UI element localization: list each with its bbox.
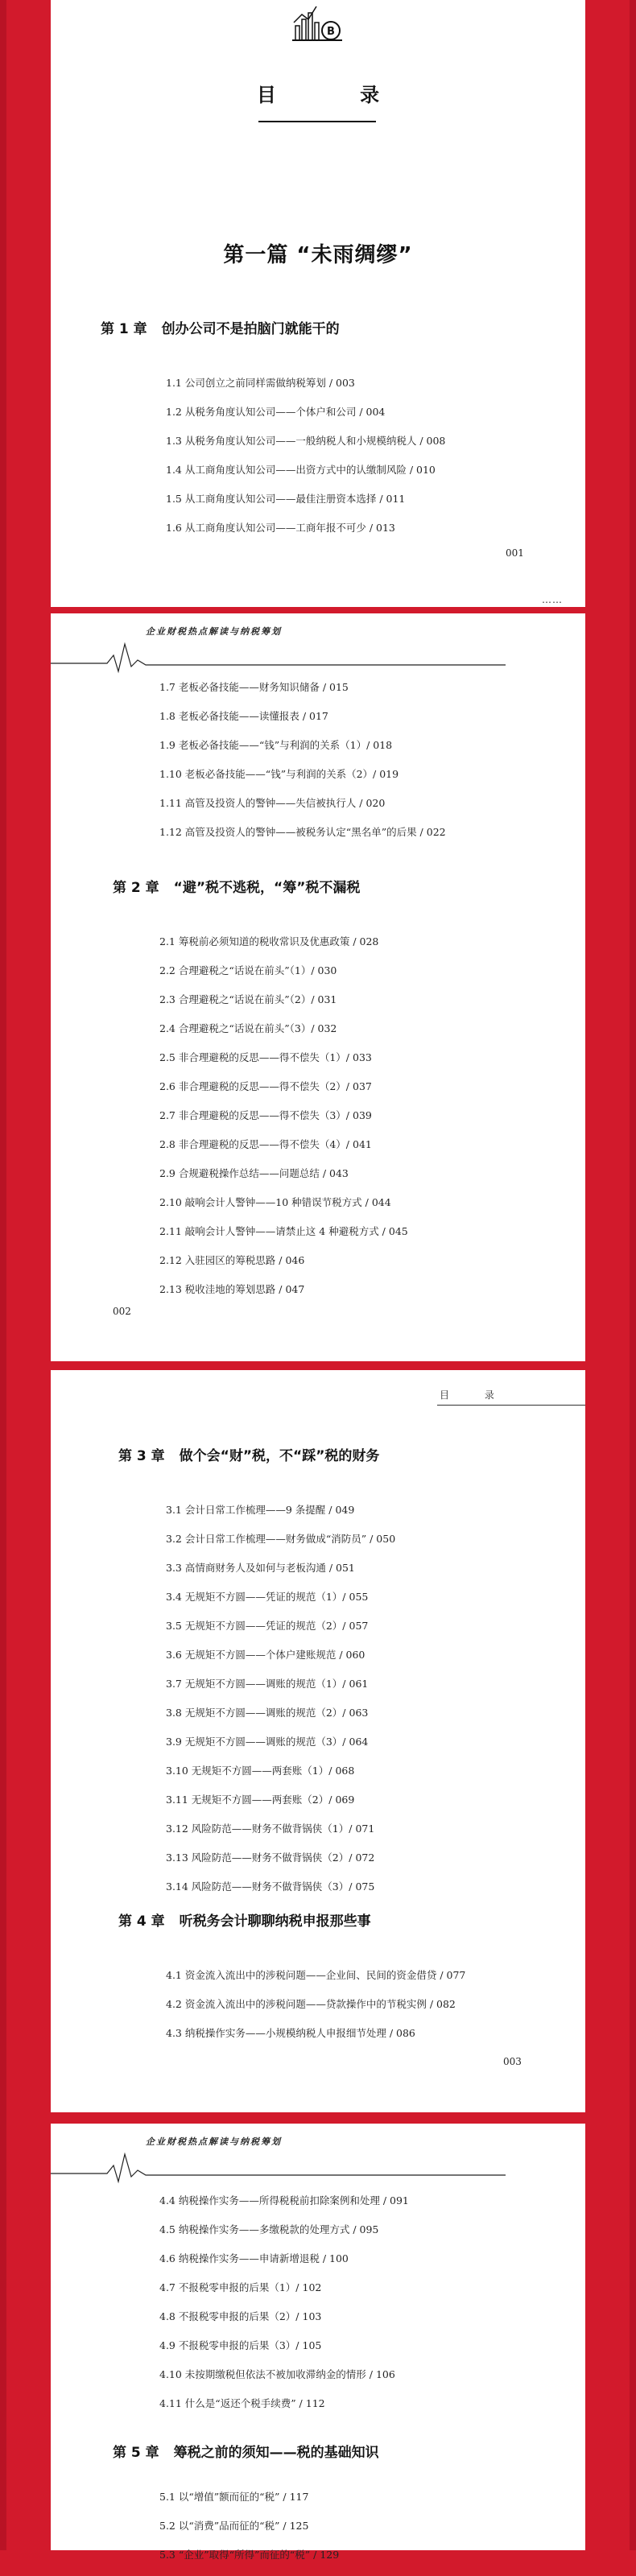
chapter-number: 第 3 章 [118, 1448, 165, 1464]
toc-entry[interactable]: 3.3 高情商财务人及如何与老板沟通 / 051 [166, 1562, 355, 1574]
toc-entry[interactable]: 5.3 “企业”取得“所得”而征的“税” / 129 [159, 2549, 340, 2561]
toc-entry[interactable]: 2.4 合理避税之“话说在前头”（3）/ 032 [159, 1022, 337, 1034]
toc-entry[interactable]: 5.2 以“消费”品而征的“税” / 125 [159, 2520, 309, 2532]
chapter-title: 听税务会计聊聊纳税申报那些事 [179, 1913, 371, 1930]
toc-entry[interactable]: 1.1 公司创立之前同样需做纳税筹划 / 003 [166, 377, 355, 389]
toc-page-3 [51, 1370, 585, 2112]
chapter-2-list [159, 934, 408, 1311]
chapter-number: 第 4 章 [118, 1913, 165, 1930]
toc-entry[interactable]: 4.3 纳税操作实务——小规模纳税人申报细节处理 / 086 [166, 2027, 415, 2039]
chapter-title: 做个会“财”税，不“踩”税的财务 [179, 1448, 380, 1464]
toc-entry[interactable]: 4.7 不报税零申报的后果（1）/ 102 [159, 2281, 322, 2293]
chapter-title: “避”税不逃税，“筹”税不漏税 [173, 880, 361, 896]
toc-entry[interactable]: 4.11 什么是“返还个税手续费” / 112 [159, 2397, 325, 2409]
toc-entry[interactable]: 2.5 非合理避税的反思——得不偿失（1）/ 033 [159, 1051, 372, 1063]
toc-entry[interactable]: 1.8 老板必备技能——读懂报表 / 017 [159, 710, 328, 722]
toc-entry[interactable]: 3.7 无规矩不方圆——调账的规范（1）/ 061 [166, 1678, 369, 1690]
part-title: 第一篇 “未雨绸缪” [223, 243, 413, 267]
toc-page-1 [51, 0, 585, 607]
chapter-title: 创办公司不是拍脑门就能干的 [161, 321, 340, 337]
heartbeat-header-line-icon [51, 2124, 585, 2172]
toc-entry[interactable]: 2.2 合理避税之“话说在前头”（1）/ 030 [159, 964, 337, 976]
toc-entry[interactable]: 3.9 无规矩不方圆——调账的规范（3）/ 064 [166, 1736, 369, 1748]
toc-entry[interactable]: 4.10 未按期缴税但依法不被加收滞纳金的情形 / 106 [159, 2368, 395, 2380]
toc-entry[interactable]: 2.13 税收洼地的筹划思路 / 047 [159, 1283, 305, 1295]
toc-entry[interactable]: 1.7 老板必备技能——财务知识储备 / 015 [159, 681, 349, 693]
toc-entry[interactable]: 4.8 不报税零申报的后果（2）/ 103 [159, 2310, 322, 2322]
toc-entry[interactable]: 2.12 入驻园区的筹税思路 / 046 [159, 1254, 305, 1266]
toc-entry[interactable]: 2.9 合规避税操作总结——问题总结 / 043 [159, 1167, 349, 1179]
chapter-number: 第 5 章 [113, 2445, 159, 2461]
chapter-3-list [166, 1502, 395, 1908]
toc-page-2 [51, 613, 585, 1361]
toc-entry[interactable]: 2.1 筹税前必须知道的税收常识及优惠政策 / 028 [159, 935, 379, 947]
toc-entry[interactable]: 1.2 从税务角度认知公司——个体户和公司 / 004 [166, 406, 386, 418]
page-number: 001 [506, 547, 524, 559]
toc-entry[interactable]: 4.1 资金流入流出中的涉税问题——企业间、民间的资金借贷 / 077 [166, 1969, 466, 1981]
page-title: 目 录 [256, 84, 419, 106]
toc-entry[interactable]: 1.10 老板必备技能——“钱”与利润的关系（2）/ 019 [159, 768, 399, 780]
finance-chart-logo-icon [291, 2, 344, 43]
toc-entry[interactable]: 3.1 会计日常工作梳理——9 条提醒 / 049 [166, 1504, 355, 1516]
toc-entry[interactable]: 1.4 从工商角度认知公司——出资方式中的认缴制风险 / 010 [166, 464, 436, 476]
title-underline [258, 121, 376, 122]
left-border [0, 0, 6, 2550]
chapter-2-heading [113, 876, 360, 896]
chapter-1-list-continued [159, 679, 446, 853]
chapter-4-heading [118, 1909, 371, 1930]
chapter-number: 第 2 章 [113, 880, 159, 896]
toc-entry[interactable]: 5.1 以“增值”额而征的“税” / 117 [159, 2491, 309, 2503]
toc-entry[interactable]: 3.13 风险防范——财务不做背锅侠（2）/ 072 [166, 1852, 375, 1864]
chapter-1-heading [101, 317, 340, 337]
chapter-3-heading [118, 1444, 379, 1464]
book-title-header: 企业财税热点解读与纳税筹划 [146, 2136, 282, 2147]
book-title-header: 企业财税热点解读与纳税筹划 [146, 626, 282, 637]
chapter-5-list [159, 2489, 339, 2576]
toc-entry[interactable]: 2.11 敲响会计人警钟——请禁止这 4 种避税方式 / 045 [159, 1225, 408, 1237]
toc-entry[interactable]: 2.8 非合理避税的反思——得不偿失（4）/ 041 [159, 1138, 372, 1150]
page-number: 003 [503, 2056, 522, 2067]
page-number: 002 [113, 1306, 131, 1317]
right-border [630, 0, 636, 2550]
toc-entry[interactable]: 2.6 非合理避税的反思——得不偿失（2）/ 037 [159, 1080, 372, 1092]
chapter-title: 筹税之前的须知——税的基础知识 [173, 2445, 379, 2461]
running-head: 目 录 [440, 1389, 510, 1401]
toc-entry[interactable]: 3.2 会计日常工作梳理——财务做成“消防员” / 050 [166, 1533, 396, 1545]
chapter-4-list [166, 1967, 465, 2054]
toc-entry[interactable]: 3.14 风险防范——财务不做背锅侠（3）/ 075 [166, 1880, 375, 1893]
chapter-number: 第 1 章 [101, 321, 147, 337]
svg-text:B: B [327, 26, 335, 38]
toc-entry[interactable]: 1.3 从税务角度认知公司——一般纳税人和小规模纳税人 / 008 [166, 435, 446, 447]
toc-entry[interactable]: 3.11 无规矩不方圆——两套账（2）/ 069 [166, 1794, 355, 1806]
toc-entry[interactable]: 1.12 高管及投资人的警钟——被税务认定“黑名单”的后果 / 022 [159, 826, 446, 838]
toc-entry[interactable]: 3.8 无规矩不方圆——调账的规范（2）/ 063 [166, 1707, 369, 1719]
toc-entry[interactable]: 1.6 从工商角度认知公司——工商年报不可少 / 013 [166, 522, 395, 534]
toc-entry[interactable]: 3.6 无规矩不方圆——个体户建账规范 / 060 [166, 1649, 365, 1661]
toc-entry[interactable]: 3.4 无规矩不方圆——凭证的规范（1）/ 055 [166, 1591, 369, 1603]
heartbeat-header-line-icon [51, 613, 585, 662]
toc-entry[interactable]: 2.10 敲响会计人警钟——10 种错误节税方式 / 044 [159, 1196, 391, 1208]
toc-entry[interactable]: 1.9 老板必备技能——“钱”与利润的关系（1）/ 018 [159, 739, 393, 751]
toc-entry[interactable]: 2.7 非合理避税的反思——得不偿失（3）/ 039 [159, 1109, 372, 1121]
toc-page-4 [51, 2124, 585, 2561]
toc-entry[interactable]: 4.4 纳税操作实务——所得税税前扣除案例和处理 / 091 [159, 2194, 409, 2207]
toc-entry[interactable]: 4.9 不报税零申报的后果（3）/ 105 [159, 2339, 322, 2351]
toc-entry[interactable]: 4.6 纳税操作实务——申请新增退税 / 100 [159, 2252, 349, 2264]
chapter-4-list-continued [159, 2193, 409, 2425]
chapter-5-heading [113, 2441, 379, 2461]
toc-entry[interactable]: 4.2 资金流入流出中的涉税问题——贷款操作中的节税实例 / 082 [166, 1998, 456, 2010]
toc-entry[interactable]: 2.3 合理避税之“话说在前头”（2）/ 031 [159, 993, 337, 1005]
page-ellipsis: …… [542, 594, 563, 605]
chapter-1-list [166, 375, 445, 549]
running-head-line [437, 1405, 585, 1406]
toc-entry[interactable]: 3.10 无规矩不方圆——两套账（1）/ 068 [166, 1765, 355, 1777]
toc-entry[interactable]: 4.5 纳税操作实务——多缴税款的处理方式 / 095 [159, 2223, 379, 2235]
toc-entry[interactable]: 1.5 从工商角度认知公司——最佳注册资本选择 / 011 [166, 493, 406, 505]
toc-entry[interactable]: 1.11 高管及投资人的警钟——失信被执行人 / 020 [159, 797, 386, 809]
toc-entry[interactable]: 3.12 风险防范——财务不做背锅侠（1）/ 071 [166, 1823, 375, 1835]
toc-entry[interactable]: 3.5 无规矩不方圆——凭证的规范（2）/ 057 [166, 1620, 369, 1632]
